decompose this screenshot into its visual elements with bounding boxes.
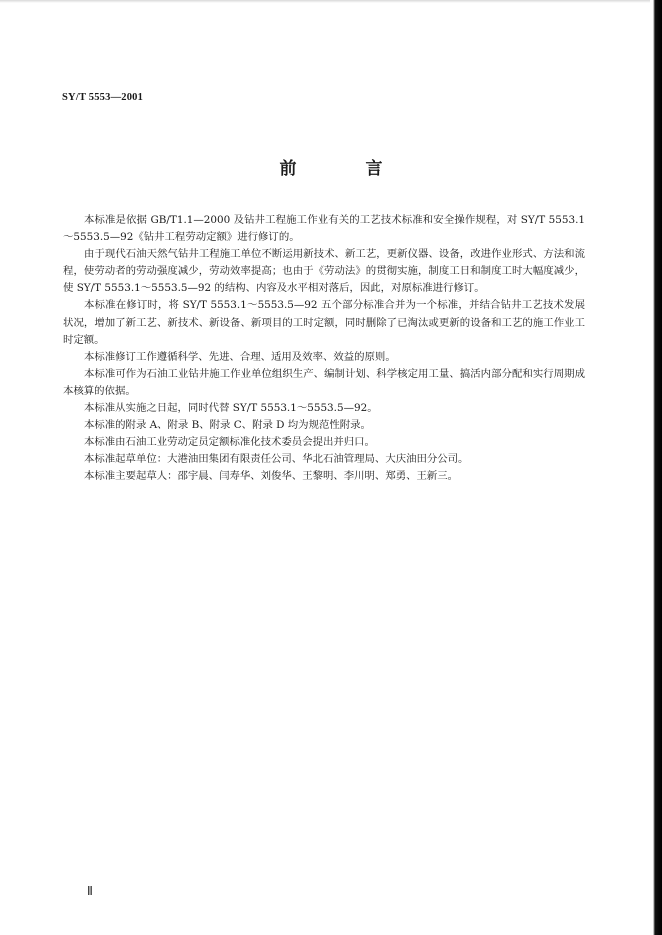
scan-shadow-right bbox=[650, 0, 662, 935]
paragraph: 本标准在修订时，将 SY/T 5553.1～5553.5—92 五个部分标准合并为一个标准，并结合钻井工艺技术发展状况，增加了新工艺、新技术、新设备、新项目的工时定额，同时删除了已淘汰或更新的设备和工艺的施工作业工时定额。 bbox=[63, 299, 585, 346]
paragraph: 本标准可作为石油工业钻井施工作业单位组织生产、编制计划、科学核定用工量、搞活内部分配和实行周期成本核算的依据。 bbox=[63, 367, 585, 397]
paragraph: 由于现代石油天然气钻井工程施工单位不断运用新技术、新工艺，更新仪器、设备，改进作业形式、方法和流程，使劳动者的劳动强度减少，劳动效率提高；也由于《劳动法》的贯彻实施，制度工日和制度工时大幅度减少，使 SY/T 5553.1～5553.5—92 的结构、内容及水平相对落后，因此，对原标准进行修订。 bbox=[63, 248, 585, 295]
page-title: 前 言 bbox=[279, 159, 409, 179]
page-number: Ⅱ bbox=[87, 884, 93, 898]
paragraph: 本标准起草单位：大港油田集团有限责任公司、华北石油管理局、大庆油田分公司。 bbox=[84, 453, 469, 466]
paragraph: 本标准是依据 GB/T1.1—2000 及钻井工程施工作业有关的工艺技术标准和安全操作规程，对 SY/T 5553.1～5553.5—92《钻井工程劳动定额》进行修订的。 bbox=[63, 214, 585, 244]
paragraph: 本标准从实施之日起，同时代替 SY/T 5553.1～5553.5—92。 bbox=[84, 402, 378, 415]
paragraph: 本标准由石油工业劳动定员定额标准化技术委员会提出并归口。 bbox=[84, 436, 375, 449]
paragraph: 本标准主要起草人：邵宇晨、闫寿华、刘俊华、王黎明、李川明、郑勇、王新三。 bbox=[84, 470, 459, 483]
scan-shadow-top bbox=[0, 0, 662, 3]
paragraph: 本标准的附录 A、附录 B、附录 C、附录 D 均为规范性附录。 bbox=[84, 419, 371, 432]
paragraph: 本标准修订工作遵循科学、先进、合理、适用及效率、效益的原则。 bbox=[84, 350, 396, 363]
standard-code: SY/T 5553—2001 bbox=[62, 92, 144, 103]
body-text bbox=[63, 212, 585, 486]
